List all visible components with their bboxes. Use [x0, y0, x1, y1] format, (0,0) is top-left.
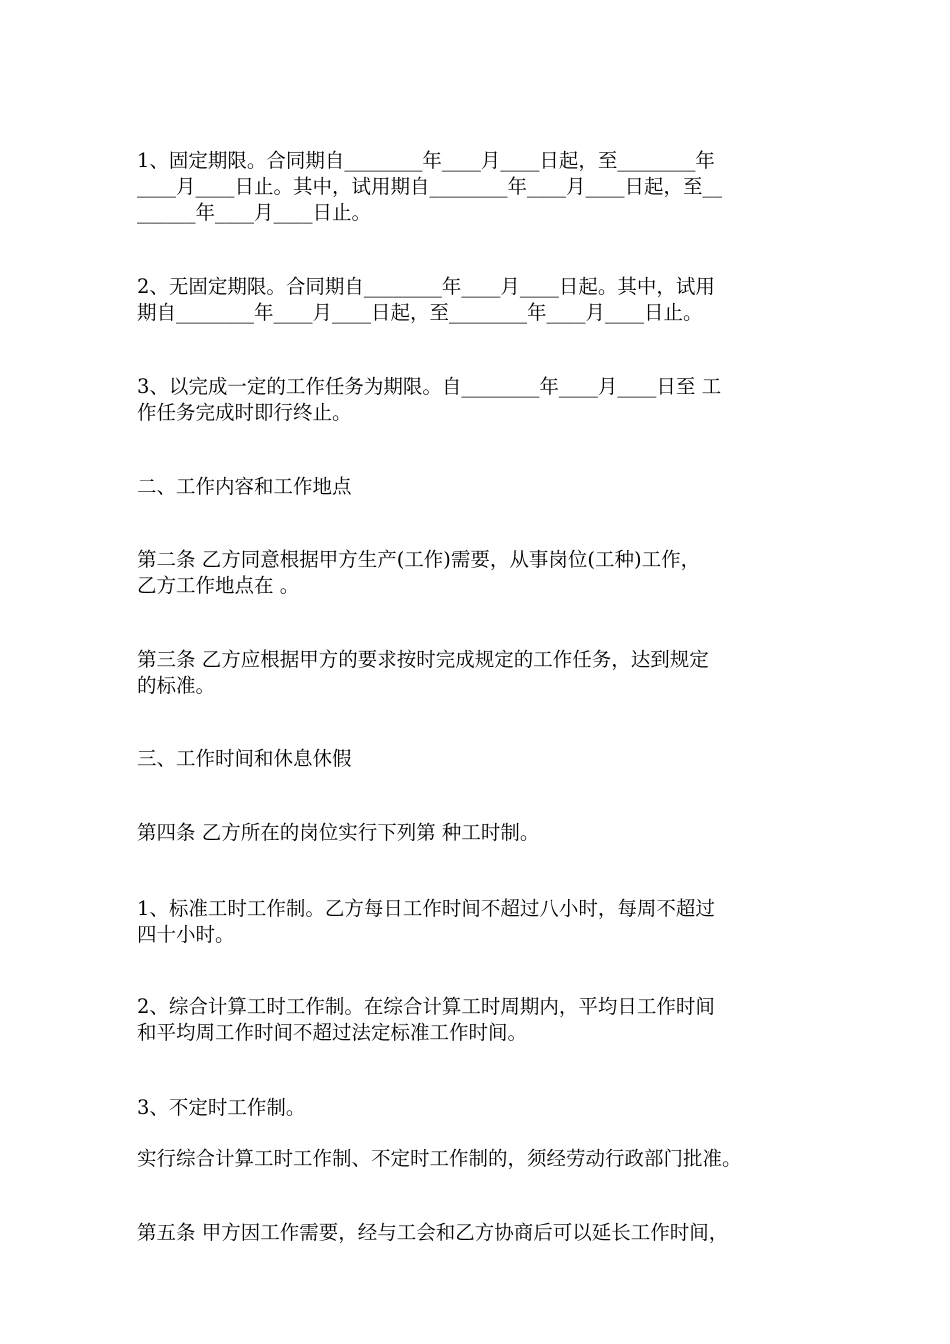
paragraph-flexible-hours — [137, 1095, 819, 1121]
text-line: 乙方工作地点在 。 — [137, 574, 300, 597]
text-line: 1、标准工时工作制。乙方每日工作时间不超过八小时，每周不超过 — [137, 897, 715, 920]
paragraph-article-3 — [137, 647, 819, 699]
text-line: 3、不定时工作制。 — [137, 1096, 306, 1119]
paragraph-comprehensive-hours — [137, 994, 819, 1046]
text-line: 期自________年____月____日起，至________年____月____日止。 — [137, 301, 703, 324]
paragraph-article-2 — [137, 547, 819, 599]
paragraph-article-4 — [137, 820, 819, 846]
paragraph-fixed-term — [137, 148, 819, 226]
text-line: 第二条 乙方同意根据甲方生产(工作)需要，从事岗位(工种)工作， — [137, 548, 701, 571]
section-heading-work-content — [137, 474, 819, 500]
text-line: ____月____日止。其中，试用期自________年____月____日起，至__ — [137, 175, 723, 198]
text-line: 第五条 甲方因工作需要，经与工会和乙方协商后可以延长工作时间， — [137, 1221, 729, 1244]
text-line: 1、固定期限。合同期自________年____月____日起，至________年 — [137, 149, 715, 172]
paragraph-standard-hours — [137, 896, 819, 948]
heading-text: 二、工作内容和工作地点 — [137, 475, 352, 498]
paragraph-article-5 — [137, 1220, 819, 1246]
paragraph-open-term — [137, 274, 819, 326]
text-line: 2、无固定期限。合同期自________年____月____日起。其中，试用 — [137, 275, 715, 298]
text-line: 实行综合计算工时工作制、不定时工作制的，须经劳动行政部门批准。 — [137, 1147, 742, 1170]
section-heading-work-time — [137, 746, 819, 772]
heading-text: 三、工作时间和休息休假 — [137, 747, 352, 770]
paragraph-approval-note — [137, 1146, 819, 1172]
text-line: ______年____月____日止。 — [137, 201, 372, 224]
text-line: 的标准。 — [137, 674, 216, 697]
paragraph-task-term — [137, 374, 819, 426]
text-line: 和平均周工作时间不超过法定标准工作时间。 — [137, 1021, 528, 1044]
text-line: 第三条 乙方应根据甲方的要求按时完成规定的工作任务，达到规定 — [137, 648, 709, 671]
text-line: 四十小时。 — [137, 923, 235, 946]
text-line: 第四条 乙方所在的岗位实行下列第 种工时制。 — [137, 821, 540, 844]
text-line: 2、综合计算工时工作制。在综合计算工时周期内，平均日工作时间 — [137, 995, 715, 1018]
text-line: 作任务完成时即行终止。 — [137, 401, 352, 424]
text-line: 3、以完成一定的工作任务为期限。自________年____月____日至 工 — [137, 375, 722, 398]
